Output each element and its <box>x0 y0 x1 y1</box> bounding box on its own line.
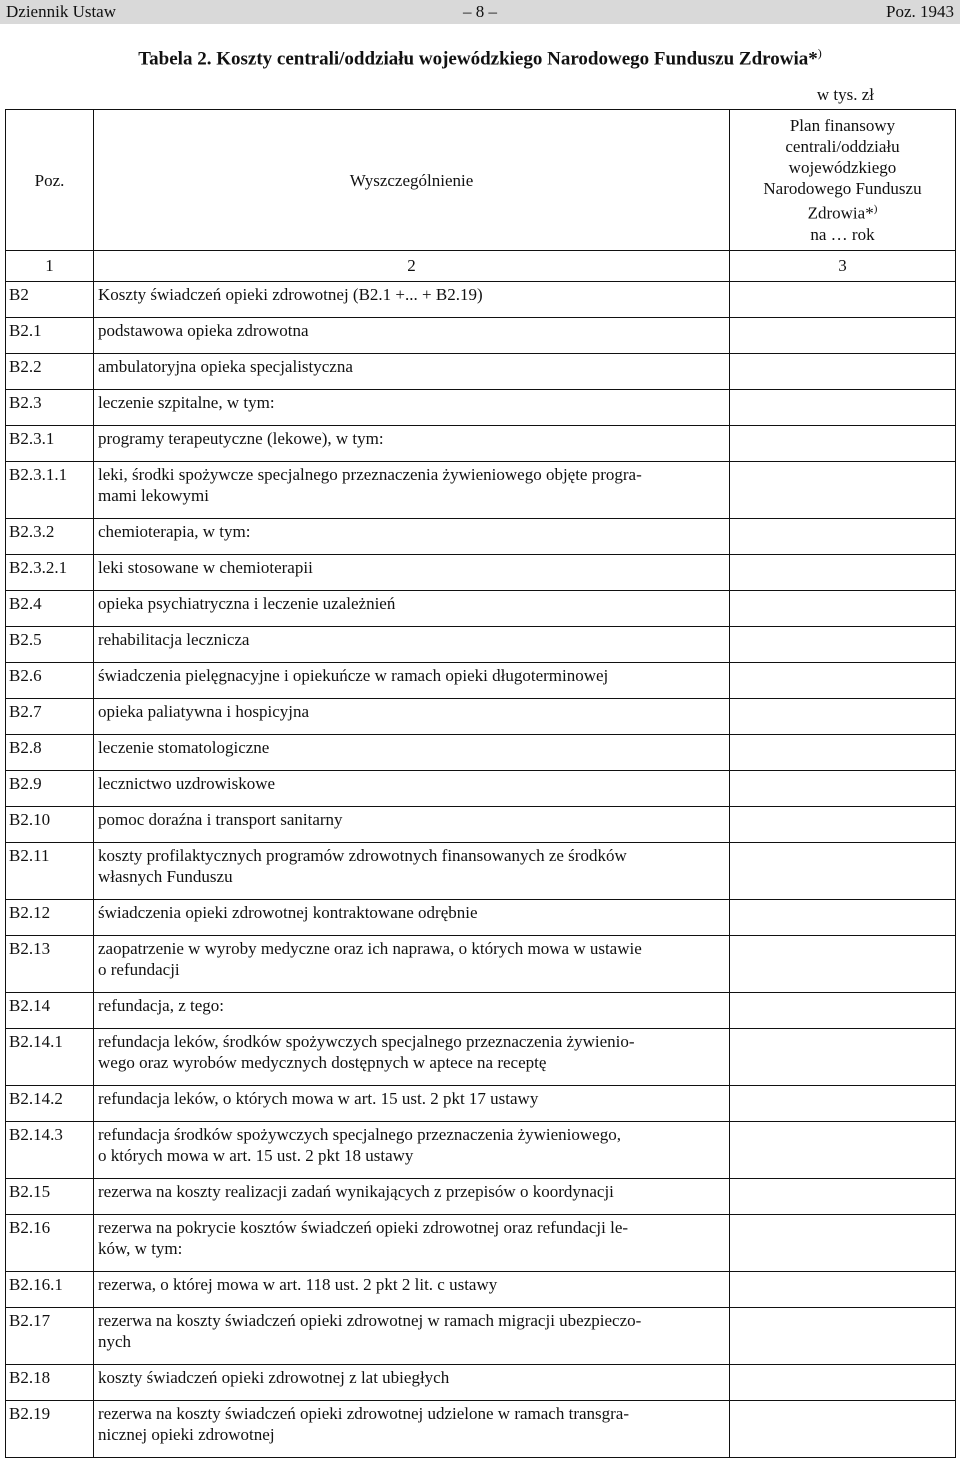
row-description-line: lecznictwo uzdrowiskowe <box>98 774 276 793</box>
header-plan-line: wojewódzkiego <box>788 158 897 178</box>
row-description-cell <box>94 354 730 390</box>
row-position: B2.12 <box>9 903 51 922</box>
row-position-cell <box>6 1365 94 1401</box>
row-description-line: rehabilitacja lecznicza <box>98 630 250 649</box>
row-description-line: rezerwa na koszty realizacji zadań wynikających z przepisów o koordynacji <box>98 1182 614 1201</box>
row-position-cell <box>6 390 94 426</box>
row-plan-value-cell <box>730 591 956 627</box>
row-position-cell <box>6 1122 94 1179</box>
table-header-row <box>6 110 956 251</box>
row-description-line: nych <box>98 1332 132 1351</box>
table-row <box>6 390 956 426</box>
table-row <box>6 282 956 318</box>
row-description-line: rezerwa na koszty świadczeń opieki zdrowotnej udzielone w ramach transgra- <box>98 1404 630 1423</box>
row-description-line: o refundacji <box>98 960 180 979</box>
row-position-cell <box>6 1401 94 1458</box>
row-description <box>98 521 723 554</box>
row-description-cell <box>94 843 730 900</box>
row-description-cell <box>94 390 730 426</box>
row-plan-value-cell <box>730 390 956 426</box>
row-position: B2.3.2 <box>9 522 55 541</box>
row-description <box>98 809 723 842</box>
row-position-cell <box>6 1086 94 1122</box>
row-plan-value-cell <box>730 627 956 663</box>
row-position: B2.5 <box>9 630 42 649</box>
row-description-cell <box>94 663 730 699</box>
row-description-cell <box>94 282 730 318</box>
row-description <box>98 392 723 425</box>
row-plan-value-cell <box>730 282 956 318</box>
row-description-cell <box>94 1179 730 1215</box>
row-position: B2.14.3 <box>9 1125 63 1144</box>
row-description-cell <box>94 735 730 771</box>
table-row <box>6 663 956 699</box>
row-description-line: refundacja, z tego: <box>98 996 225 1015</box>
table-row <box>6 1086 956 1122</box>
table-title <box>0 40 960 72</box>
row-position-cell <box>6 354 94 390</box>
row-description <box>98 938 723 992</box>
row-position: B2.16.1 <box>9 1275 63 1294</box>
row-description-cell <box>94 807 730 843</box>
row-position: B2.3.1.1 <box>9 465 68 484</box>
row-position: B2.10 <box>9 810 51 829</box>
column-number-1: 1 <box>6 251 94 282</box>
row-description <box>98 1217 723 1271</box>
table-row <box>6 1272 956 1308</box>
column-number-3: 3 <box>730 251 956 282</box>
table-row <box>6 318 956 354</box>
row-position: B2.7 <box>9 702 42 721</box>
table-title-text: Tabela 2. Koszty centrali/oddziału wojewódzkiego Narodowego Funduszu Zdrowia* <box>138 48 818 70</box>
row-description <box>98 593 723 626</box>
table-row <box>6 843 956 900</box>
table-row <box>6 591 956 627</box>
row-position: B2.19 <box>9 1404 51 1423</box>
row-position: B2.16 <box>9 1218 51 1237</box>
journal-title: Dziennik Ustaw <box>6 2 117 21</box>
unit-note: w tys. zł <box>816 85 874 104</box>
row-description <box>98 773 723 806</box>
row-description <box>98 1367 723 1400</box>
row-description-line: świadczenia opieki zdrowotnej kontraktowane odrębnie <box>98 903 478 922</box>
table-row <box>6 426 956 462</box>
row-description <box>98 1403 723 1457</box>
row-position: B2.14 <box>9 996 51 1015</box>
row-description-line: leczenie stomatologiczne <box>98 738 270 757</box>
row-description-line: pomoc doraźna i transport sanitarny <box>98 810 343 829</box>
row-description-cell <box>94 591 730 627</box>
row-description-line: leki stosowane w chemioterapii <box>98 558 313 577</box>
column-number-row <box>6 251 956 282</box>
row-position-cell <box>6 807 94 843</box>
table-row <box>6 354 956 390</box>
row-plan-value-cell <box>730 519 956 555</box>
row-description <box>98 629 723 662</box>
row-description <box>98 1088 723 1121</box>
row-description <box>98 284 723 317</box>
row-position: B2.11 <box>9 846 50 865</box>
row-position-cell <box>6 936 94 993</box>
table-row <box>6 1122 956 1179</box>
row-description <box>98 1124 723 1178</box>
row-description-line: koszty świadczeń opieki zdrowotnej z lat ubiegłych <box>98 1368 450 1387</box>
row-description-line: rezerwa na koszty świadczeń opieki zdrowotnej w ramach migracji ubezpieczo- <box>98 1311 642 1330</box>
row-position-cell <box>6 1029 94 1086</box>
row-position-cell <box>6 1179 94 1215</box>
table-row <box>6 993 956 1029</box>
table-row <box>6 936 956 993</box>
row-description-line: o których mowa w art. 15 ust. 2 pkt 18 ustawy <box>98 1146 414 1165</box>
table-row <box>6 699 956 735</box>
row-plan-value-cell <box>730 1029 956 1086</box>
row-position: B2.14.2 <box>9 1089 63 1108</box>
row-description <box>98 995 723 1028</box>
row-plan-value-cell <box>730 1122 956 1179</box>
row-position: B2.18 <box>9 1368 51 1387</box>
row-plan-value-cell <box>730 1308 956 1365</box>
row-description-line: leczenie szpitalne, w tym: <box>98 393 275 412</box>
row-plan-value-cell <box>730 1365 956 1401</box>
row-plan-value-cell <box>730 1272 956 1308</box>
row-plan-value-cell <box>730 1401 956 1458</box>
row-description <box>98 1274 723 1307</box>
row-position-cell <box>6 771 94 807</box>
row-description-cell <box>94 426 730 462</box>
row-plan-value-cell <box>730 807 956 843</box>
row-description <box>98 845 723 899</box>
row-description-cell <box>94 936 730 993</box>
row-description-line: ków, w tym: <box>98 1239 183 1258</box>
row-description-line: mami lekowymi <box>98 486 209 505</box>
row-description-cell <box>94 1122 730 1179</box>
row-position-cell <box>6 282 94 318</box>
table-row <box>6 555 956 591</box>
row-position: B2.17 <box>9 1311 51 1330</box>
header-plan-year: na … rok <box>810 224 875 244</box>
row-description-cell <box>94 993 730 1029</box>
row-description <box>98 464 723 518</box>
row-description-line: opieka paliatywna i hospicyjna <box>98 702 310 721</box>
row-description-line: chemioterapia, w tym: <box>98 522 251 541</box>
row-plan-value-cell <box>730 318 956 354</box>
row-description-cell <box>94 519 730 555</box>
row-plan-value-cell <box>730 1179 956 1215</box>
row-position-cell <box>6 993 94 1029</box>
row-description-cell <box>94 1365 730 1401</box>
cost-table <box>5 109 956 1458</box>
row-description-cell <box>94 1272 730 1308</box>
row-description-line: refundacja leków, środków spożywczych specjalnego przeznaczenia żywienio- <box>98 1032 635 1051</box>
row-description-line: świadczenia pielęgnacyjne i opiekuńcze w ramach opieki długoterminowej <box>98 666 609 685</box>
row-description-line: refundacja leków, o których mowa w art. 15 ust. 2 pkt 17 ustawy <box>98 1089 539 1108</box>
table-row <box>6 1308 956 1365</box>
row-position: B2.1 <box>9 321 42 340</box>
row-description-line: podstawowa opieka zdrowotna <box>98 321 309 340</box>
row-plan-value-cell <box>730 936 956 993</box>
row-description-cell <box>94 462 730 519</box>
row-description <box>98 1310 723 1364</box>
table-row <box>6 519 956 555</box>
row-plan-value-cell <box>730 555 956 591</box>
row-description <box>98 701 723 734</box>
column-number-2: 2 <box>94 251 730 282</box>
row-description-cell <box>94 1086 730 1122</box>
row-position: B2.15 <box>9 1182 51 1201</box>
table-row <box>6 735 956 771</box>
row-position: B2.14.1 <box>9 1032 63 1051</box>
row-position: B2 <box>9 285 29 304</box>
row-description <box>98 665 723 698</box>
row-description-cell <box>94 318 730 354</box>
table-row <box>6 900 956 936</box>
header-footnote-mark: ) <box>873 203 878 216</box>
header-financial-plan <box>730 110 956 251</box>
row-position-cell <box>6 900 94 936</box>
row-plan-value-cell <box>730 843 956 900</box>
row-description-cell <box>94 771 730 807</box>
row-description-cell <box>94 1401 730 1458</box>
row-description-line: refundacja środków spożywczych specjalnego przeznaczenia żywieniowego, <box>98 1125 621 1144</box>
row-description <box>98 1031 723 1085</box>
row-description-cell <box>94 555 730 591</box>
table-row <box>6 1215 956 1272</box>
row-description-cell <box>94 1308 730 1365</box>
table-row <box>6 1179 956 1215</box>
row-position-cell <box>6 699 94 735</box>
row-description-line: programy terapeutyczne (lekowe), w tym: <box>98 429 384 448</box>
row-description <box>98 902 723 935</box>
row-description-line: rezerwa na pokrycie kosztów świadczeń opieki zdrowotnej oraz refundacji le- <box>98 1218 629 1237</box>
row-position: B2.9 <box>9 774 42 793</box>
row-description-line: wego oraz wyrobów medycznych dostępnych w aptece na receptę <box>98 1053 547 1072</box>
table-row <box>6 627 956 663</box>
row-plan-value-cell <box>730 993 956 1029</box>
row-description <box>98 356 723 389</box>
row-position-cell <box>6 462 94 519</box>
row-position-cell <box>6 627 94 663</box>
row-description-line: rezerwa, o której mowa w art. 118 ust. 2 pkt 2 lit. c ustawy <box>98 1275 498 1294</box>
row-position-cell <box>6 555 94 591</box>
row-plan-value-cell <box>730 699 956 735</box>
row-description <box>98 557 723 590</box>
header-zdrowia-text: Zdrowia* <box>807 203 874 223</box>
row-description-line: własnych Funduszu <box>98 867 233 886</box>
row-position-cell <box>6 426 94 462</box>
row-description <box>98 320 723 353</box>
row-position: B2.2 <box>9 357 42 376</box>
row-position: B2.13 <box>9 939 51 958</box>
row-position-cell <box>6 663 94 699</box>
row-position: B2.6 <box>9 666 42 685</box>
table-row <box>6 807 956 843</box>
page-header <box>0 0 960 24</box>
row-plan-value-cell <box>730 426 956 462</box>
header-plan-line-zdrowia <box>730 199 955 224</box>
table-row <box>6 1029 956 1086</box>
row-position-cell <box>6 843 94 900</box>
row-plan-value-cell <box>730 771 956 807</box>
row-plan-value-cell <box>730 462 956 519</box>
row-description-cell <box>94 699 730 735</box>
table-body <box>6 282 956 1458</box>
row-description-cell <box>94 627 730 663</box>
row-description-line: ambulatoryjna opieka specjalistyczna <box>98 357 353 376</box>
row-plan-value-cell <box>730 354 956 390</box>
row-position: B2.3.2.1 <box>9 558 68 577</box>
row-position: B2.3.1 <box>9 429 55 448</box>
row-plan-value-cell <box>730 1086 956 1122</box>
row-position-cell <box>6 591 94 627</box>
row-plan-value-cell <box>730 1215 956 1272</box>
row-description-cell <box>94 900 730 936</box>
row-position-cell <box>6 318 94 354</box>
row-description-cell <box>94 1029 730 1086</box>
row-description <box>98 737 723 770</box>
position-number: Poz. 1943 <box>886 2 954 21</box>
page-number: – 8 – <box>463 2 497 21</box>
row-description-line: Koszty świadczeń opieki zdrowotnej (B2.1 +... + B2.19) <box>98 285 483 304</box>
row-position: B2.3 <box>9 393 42 412</box>
row-plan-value-cell <box>730 663 956 699</box>
row-description-line: nicznej opieki zdrowotnej <box>98 1425 275 1444</box>
row-description-cell <box>94 1215 730 1272</box>
row-description-line: koszty profilaktycznych programów zdrowotnych finansowanych ze środków <box>98 846 627 865</box>
table-title-footnote-mark: ) <box>817 46 822 60</box>
table-row <box>6 771 956 807</box>
row-description <box>98 1181 723 1214</box>
header-plan-line: Plan finansowy <box>789 116 896 136</box>
header-plan-line: Narodowego Funduszu <box>763 179 922 199</box>
table-row <box>6 462 956 519</box>
row-position-cell <box>6 1215 94 1272</box>
row-description <box>98 428 723 461</box>
row-position-cell <box>6 519 94 555</box>
row-description-line: zaopatrzenie w wyroby medyczne oraz ich naprawa, o których mowa w ustawie <box>98 939 642 958</box>
row-position-cell <box>6 735 94 771</box>
row-position: B2.4 <box>9 594 42 613</box>
row-position-cell <box>6 1272 94 1308</box>
row-description-line: opieka psychiatryczna i leczenie uzależnień <box>98 594 396 613</box>
row-position-cell <box>6 1308 94 1365</box>
row-plan-value-cell <box>730 900 956 936</box>
header-plan-line: centrali/oddziału <box>785 137 900 157</box>
header-poz: Poz. <box>6 110 94 251</box>
table-row <box>6 1365 956 1401</box>
row-position: B2.8 <box>9 738 42 757</box>
row-description-line: leki, środki spożywcze specjalnego przeznaczenia żywieniowego objęte progra- <box>98 465 642 484</box>
row-plan-value-cell <box>730 735 956 771</box>
header-description: Wyszczególnienie <box>94 110 730 251</box>
table-row <box>6 1401 956 1458</box>
